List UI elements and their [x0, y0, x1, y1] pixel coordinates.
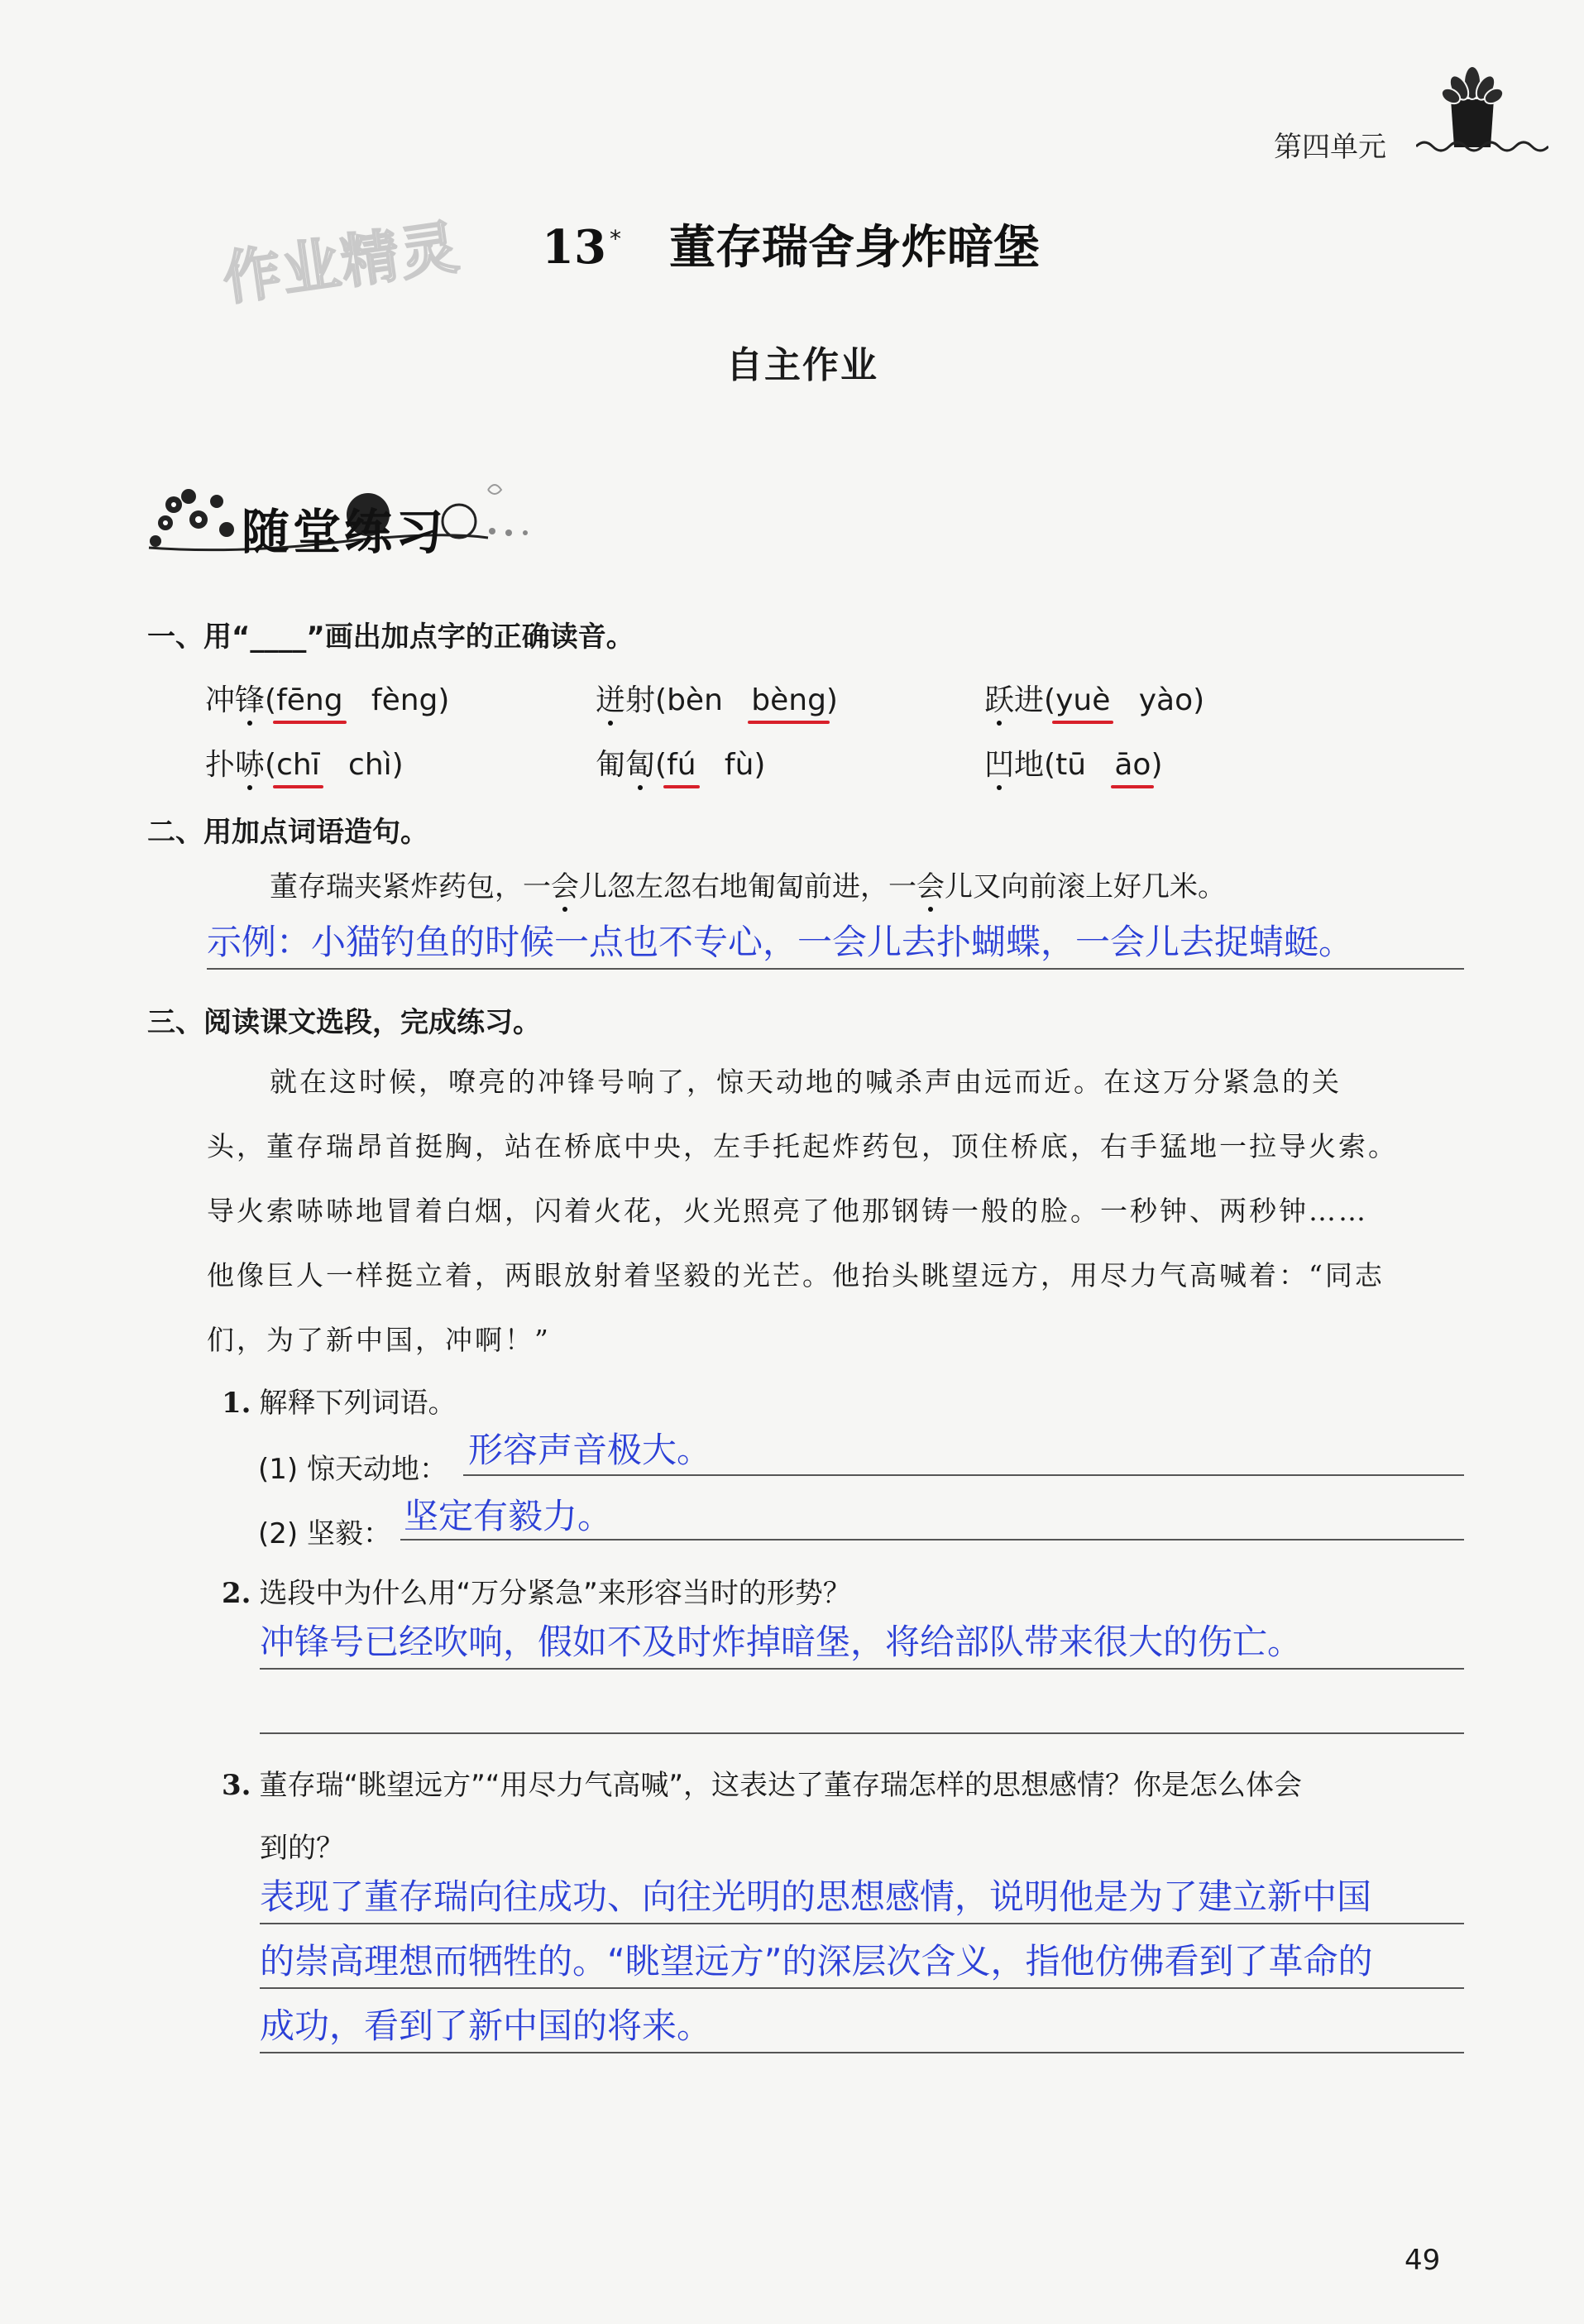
pinyin-option: fù: [724, 748, 754, 782]
passage-line-5: 们，为了新中国，冲啊！”: [207, 1324, 551, 1356]
term-answer-1: 形容声音极大。: [468, 1430, 712, 1470]
question-text: 选段中为什么用“万分紧急”来形容当时的形势？: [259, 1577, 851, 1610]
term-answer-2: 坚定有毅力。: [404, 1496, 613, 1536]
sentence-part: 忽左忽右地匍匐前进，: [607, 870, 888, 903]
question-number: 3.: [222, 1769, 251, 1802]
lesson-mark: *: [609, 225, 621, 253]
question-text: 解释下列词语。: [259, 1387, 457, 1420]
term-label-2: (2) 坚毅：: [258, 1517, 391, 1550]
pinyin-option: tū: [1055, 748, 1087, 782]
q2-title: 二、用加点词语造句。: [147, 816, 428, 849]
sub-question-1: [222, 1380, 457, 1421]
sub-question-3: [222, 1762, 1302, 1803]
pinyin-option: yào: [1138, 683, 1194, 717]
sub-question-3-cont: 到的？: [260, 1832, 344, 1865]
word: 匍匐: [596, 748, 656, 782]
answer-line: [207, 968, 1464, 970]
word: 跃进: [984, 683, 1045, 717]
word: 凹地: [984, 748, 1045, 782]
pinyin-answer: fú: [667, 748, 696, 782]
sub3-answer-line-3: 成功，看到了新中国的将来。: [260, 2005, 712, 2046]
dotted-phrase: 一会儿: [523, 870, 607, 903]
q2-answer: 示例：小猫钓鱼的时候一点也不专心，一会儿去扑蝴蝶，一会儿去捉蜻蜓。: [207, 922, 1354, 962]
answer-line: [400, 1539, 1464, 1541]
lesson-number: 13: [542, 220, 606, 275]
pinyin-item-3: 跃进(yuè yào): [984, 683, 1205, 717]
pinyin-item-6: 凹地(tū āo): [984, 748, 1163, 782]
answer-line: [260, 1987, 1464, 1989]
pinyin-item-2: 迸射(bèn bèng): [596, 683, 838, 717]
passage-line-4: 他像巨人一样挺立着，两眼放射着坚毅的光芒。他抬头眺望远方，用尽力气高喊着：“同志: [207, 1259, 1385, 1291]
pinyin-answer: fēng: [276, 683, 343, 717]
passage-line-3: 导火索哧哧地冒着白烟，闪着火花，火光照亮了他那钢铸一般的脸。一秒钟、两秒钟……: [207, 1195, 1368, 1227]
q2-example-sentence: [270, 870, 1226, 904]
watermark-logo: 作业精灵: [218, 213, 465, 314]
lesson-title-text: 董存瑞舍身炸暗堡: [668, 221, 1040, 275]
unit-label: 第四单元: [1274, 131, 1386, 164]
dotted-phrase: 一会儿: [888, 870, 973, 903]
page-number: 49: [1405, 2244, 1441, 2277]
sentence-part: 又向前滚上好几米。: [973, 870, 1226, 903]
passage-line-1: 就在这时候，嘹亮的冲锋号响了，惊天动地的喊杀声由远而近。在这万分紧急的关: [270, 1066, 1342, 1098]
pinyin-item-4: 扑哧(chī chì): [205, 748, 404, 782]
word: 迸射: [596, 683, 656, 717]
term-label-1: (1) 惊天动地：: [258, 1453, 447, 1486]
word: 扑哧: [205, 748, 266, 782]
sentence-part: 董存瑞夹紧炸药包，: [270, 870, 523, 903]
pinyin-option: chì: [348, 748, 392, 782]
sub3-answer-line-1: 表现了董存瑞向往成功、向往光明的思想感情，说明他是为了建立新中国: [260, 1876, 1372, 1917]
sub2-answer: 冲锋号已经吹响，假如不及时炸掉暗堡，将给部队带来很大的伤亡。: [260, 1622, 1303, 1662]
sub-question-2: [222, 1570, 851, 1611]
pinyin-answer: āo: [1114, 748, 1151, 782]
q1-title: 一、用“____”画出加点字的正确读音。: [147, 621, 634, 654]
pinyin-option: fèng: [371, 683, 438, 717]
wave-divider-icon: [1416, 137, 1548, 156]
question-number: 1.: [222, 1387, 251, 1420]
answer-line: [260, 2052, 1464, 2053]
pinyin-item-1: 冲锋(fēng fèng): [205, 683, 450, 717]
answer-line: [260, 1668, 1464, 1670]
question-text: 董存瑞“眺望远方”“用尽力气高喊”，这表达了董存瑞怎样的思想感情？你是怎么体会: [259, 1769, 1302, 1802]
word: 冲锋: [205, 683, 266, 717]
passage-line-2: 头，董存瑞昂首挺胸，站在桥底中央，左手托起炸药包，顶住桥底，右手猛地一拉导火索。: [207, 1130, 1398, 1162]
pinyin-item-5: 匍匐(fú fù): [596, 748, 766, 782]
answer-line: [260, 1732, 1464, 1734]
sub3-answer-line-2: 的崇高理想而牺牲的。“眺望远方”的深层次含义，指他仿佛看到了革命的: [260, 1941, 1373, 1981]
banner-title: 随堂练习: [242, 504, 447, 560]
section-subtitle: 自主作业: [726, 344, 878, 386]
answer-line: [260, 1923, 1464, 1924]
lesson-title: [542, 211, 1040, 277]
answer-line: [463, 1474, 1464, 1476]
pinyin-answer: bèng: [751, 683, 826, 717]
question-number: 2.: [222, 1577, 251, 1610]
pinyin-option: bèn: [667, 683, 723, 717]
pinyin-answer: yuè: [1055, 683, 1111, 717]
succulent-pot-icon: [1439, 58, 1505, 149]
q3-title: 三、阅读课文选段，完成练习。: [147, 1006, 541, 1039]
pinyin-answer: chī: [276, 748, 320, 782]
